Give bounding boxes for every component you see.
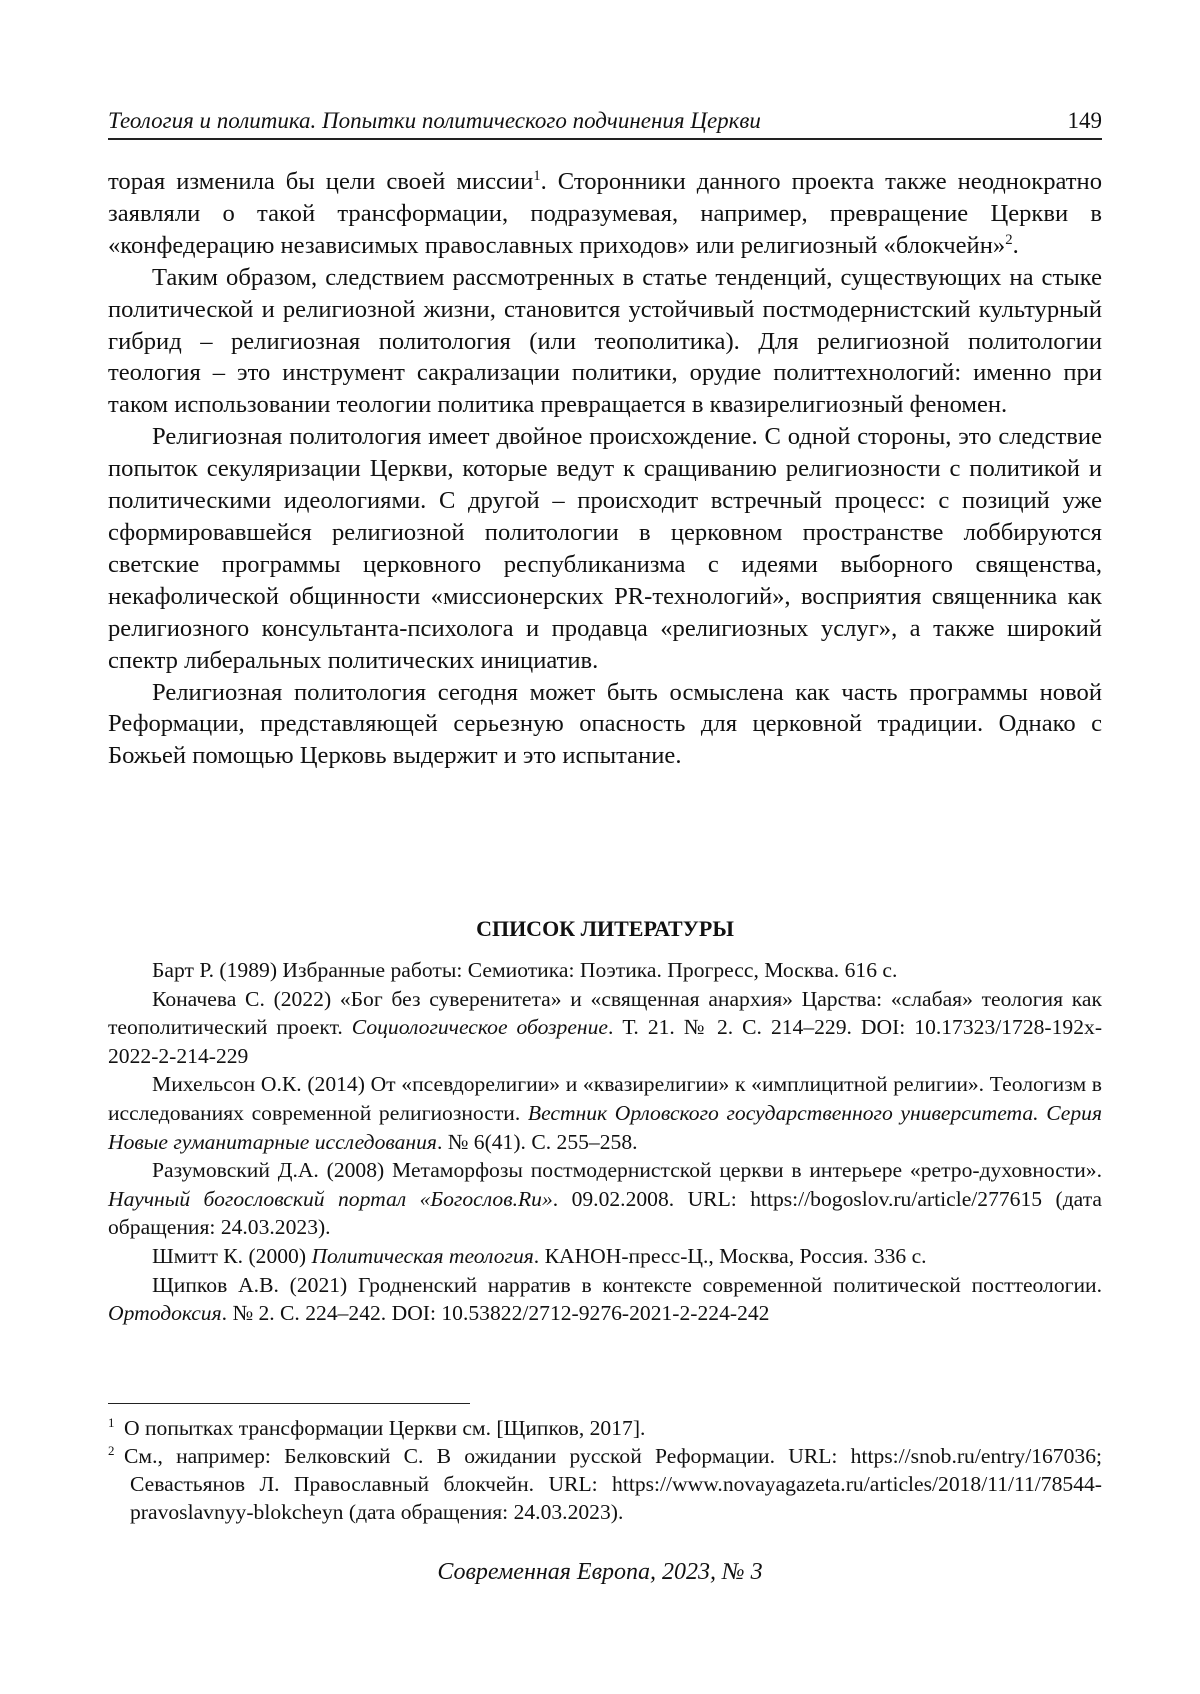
footnote-divider bbox=[108, 1403, 470, 1404]
running-title: Теология и политика. Попытки политического подчинения Церкви bbox=[108, 108, 761, 133]
references-list bbox=[108, 956, 1102, 1328]
paragraph-3: Религиозная политология имеет двойное происхождение. С одной стороны, это следствие попыток секуляризации Церкви, которые ведут к сращиванию религиозности с политикой и политическими идеологиями. С другой – происходит встречный процесс: с позиций уже сформировавшейся религиозной политологии в церковном пространстве лоббируются светские программы церковного республиканизма с идеями выборного священства, некафолической общинности «миссионерских PR-технологий», восприятия священника как религиозного консультанта-психолога и продавца «религиозных услуг», а также широкий спектр либеральных политических инициатив. bbox=[108, 423, 1102, 674]
reference-item: Шмитт К. (2000) Политическая теология. КАНОН-пресс-Ц., Москва, Россия. 336 с. bbox=[152, 1243, 927, 1268]
footnote-1: 1 О попытках трансформации Церкви см. [Щипков, 2017]. bbox=[108, 1414, 646, 1440]
paragraph-1: торая изменила бы цели своей миссии$^1$. Сторонники данного проекта также неоднократно заявляли о такой трансформации, подразумевая, например, превращение Церкви в «конфедерацию независимых православных приходов» или религиозный «блокчейн»$^2$. bbox=[108, 167, 1102, 259]
paragraph-4: Религиозная политология сегодня может быть осмыслена как часть программы новой Реформации, представляющей серьезную опасность для церковной традиции. Однако с Божьей помощью Церковь выдержит и это испытание. bbox=[108, 678, 1102, 770]
running-header bbox=[108, 106, 1102, 140]
footnote-2: 2 См., например: Белковский С. В ожидании русской Реформации. URL: https://snob.ru/entry/167036; Севастьянов Л. Православный блокчейн. URL: https://www.novayagazeta.ru/articles/2018/11/11/78544-pravoslavnyy-blokcheyn (дата обращения: 24.03.2023). bbox=[108, 1442, 1102, 1524]
page-number: 149 bbox=[1067, 108, 1102, 133]
reference-item: Щипков А.В. (2021) Гродненский нарратив в контексте современной политической посттеологии. Ортодоксия. № 2. С. 224–242. DOI: 10.53822/2712-9276-2021-2-224-242 bbox=[108, 1272, 1102, 1326]
paragraph-2: Таким образом, следствием рассмотренных в статье тенденций, существующих на стыке политической и религиозной жизни, становится устойчивый постмодернистский культурный гибрид – религиозная политология (или теополитика). Для религиозной политологии теология – это инструмент сакрализации политики, орудие политтехнологий: именно при таком использовании теологии политика превращается в квазирелигиозный феномен. bbox=[108, 263, 1102, 419]
reference-item: Михельсон О.К. (2014) От «псевдорелигии» и «квазирелигии» к «имплицитной религии». Теологизм в исследованиях современной религиозности. Вестник Орловского государственного университета. Серия Новые гуманитарные исследования. № 6(41). С. 255–258. bbox=[108, 1072, 1102, 1154]
reference-item: Разумовский Д.А. (2008) Метаморфозы постмодернистской церкви в интерьере «ретро-духовности». Научный богословский портал «Богослов.Ru». 09.02.2008. URL: https://bogoslov.ru/article/277615 (дата обращения: 24.03.2023). bbox=[108, 1158, 1102, 1240]
reference-item: Коначева С. (2022) «Бог без суверенитета» и «священная анархия» Царства: «слабая» теология как теополитический проект. Социологическое обозрение. Т. 21. № 2. С. 214–229. DOI: 10.17323/1728-192x-2022-2-214-229 bbox=[108, 986, 1103, 1068]
reference-item: Барт Р. (1989) Избранные работы: Семиотика: Поэтика. Прогресс, Москва. 616 с. bbox=[152, 958, 898, 982]
references-heading: СПИСОК ЛИТЕРАТУРЫ bbox=[476, 916, 734, 941]
journal-footer: Современная Европа, 2023, № 3 bbox=[437, 1559, 763, 1585]
footnote-ref-2[interactable]: 2 bbox=[1005, 231, 1013, 248]
main-text bbox=[108, 166, 1102, 772]
footnote-ref-1[interactable]: 1 bbox=[533, 167, 541, 184]
footnotes bbox=[108, 1414, 1102, 1526]
